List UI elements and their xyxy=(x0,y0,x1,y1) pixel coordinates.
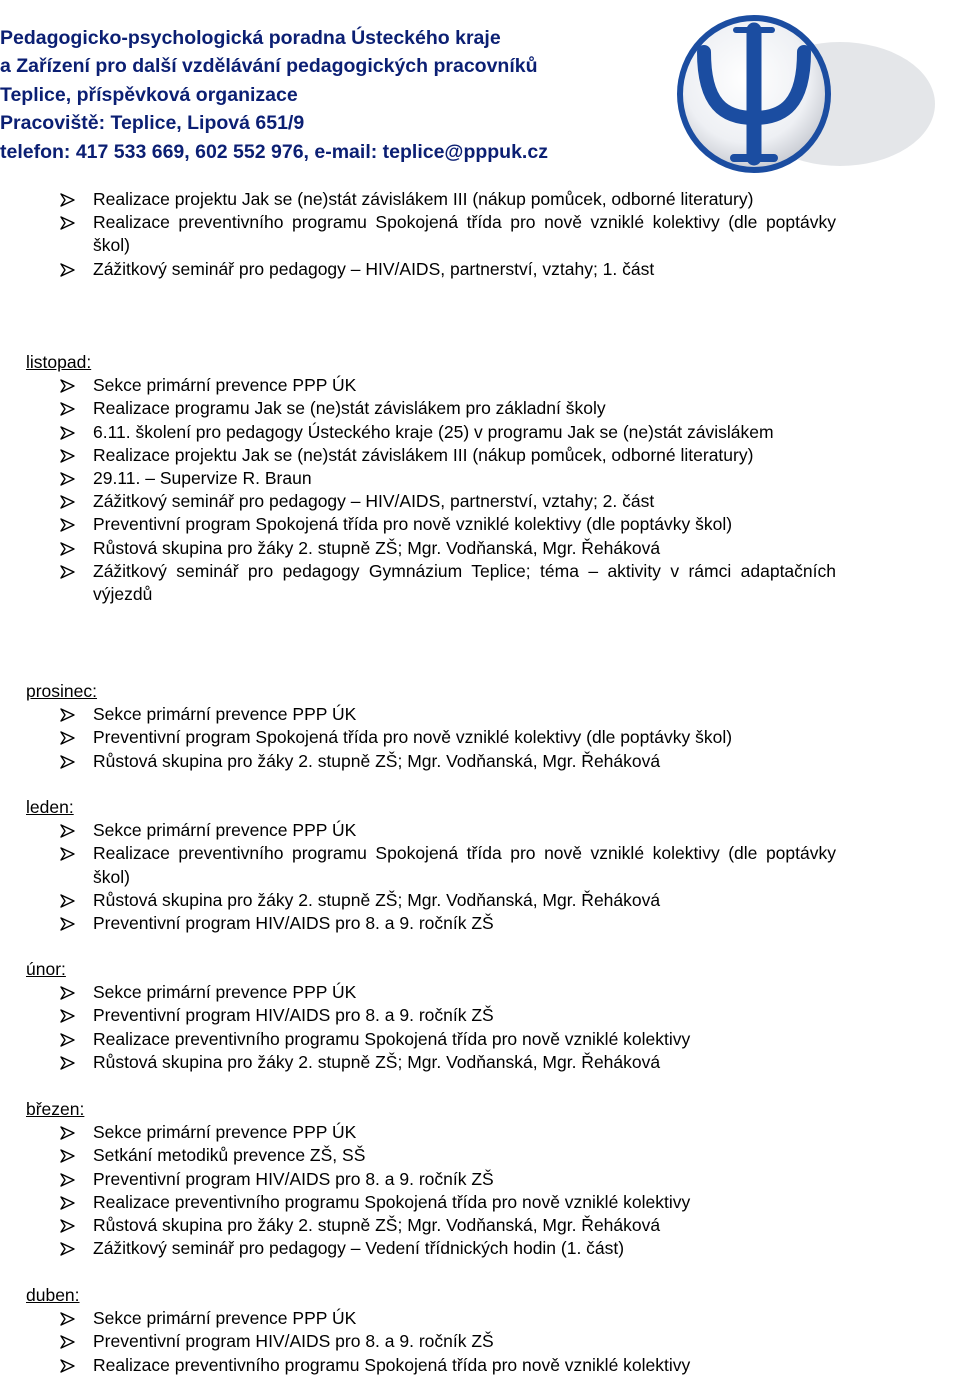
org-name-2: a Zařízení pro další vzdělávání pedagogických pracovníků xyxy=(0,55,538,78)
list-item-text: Zážitkový seminář pro pedagogy – HIV/AIDS, partnerství, vztahy; 1. část xyxy=(93,258,655,279)
arrow-bullet-icon xyxy=(60,917,75,931)
arrow-bullet-icon xyxy=(60,193,75,207)
list-item-text: Sekce primární prevence PPP ÚK xyxy=(93,704,357,725)
psi-logo-icon xyxy=(672,8,942,178)
list-item xyxy=(0,1330,960,1353)
list-item xyxy=(0,1144,960,1167)
month-heading: listopad: xyxy=(26,352,92,372)
list-item xyxy=(0,1051,960,1074)
arrow-bullet-icon xyxy=(60,542,75,556)
list-item-text: Růstová skupina pro žáky 2. stupně ZŠ; Mgr. Vodňanská, Mgr. Řeháková xyxy=(93,1215,661,1236)
list-item-text: Sekce primární prevence PPP ÚK xyxy=(93,1308,357,1329)
list-item xyxy=(0,1307,960,1330)
arrow-bullet-icon xyxy=(60,1056,75,1070)
list-item xyxy=(0,560,960,606)
list-item-text: Realizace preventivního programu Spokojená třída pro nově vzniklé kolektivy (dle poptávky škol) xyxy=(93,843,836,887)
list-item xyxy=(0,1028,960,1051)
arrow-bullet-icon xyxy=(60,986,75,1000)
list-item-text: 29.11. – Supervize R. Braun xyxy=(93,468,312,489)
month-heading: březen: xyxy=(26,1099,85,1119)
arrow-bullet-icon xyxy=(60,449,75,463)
list-item-text: Zážitkový seminář pro pedagogy Gymnázium Teplice; téma – aktivity v rámci adaptačních výjezdů xyxy=(93,560,836,605)
list-item xyxy=(0,1168,960,1191)
month-heading: únor: xyxy=(26,959,66,979)
list-item xyxy=(0,374,960,397)
month-heading: duben: xyxy=(26,1285,80,1305)
arrow-bullet-icon xyxy=(60,426,75,440)
list-item-text: Růstová skupina pro žáky 2. stupně ZŠ; Mgr. Vodňanská, Mgr. Řeháková xyxy=(93,537,661,558)
list-item-text: Realizace preventivního programu Spokojená třída pro nově vzniklé kolektivy (dle poptávky škol) xyxy=(93,212,836,256)
org-contact: telefon: 417 533 669, 602 552 976, e-mail: teplice@pppuk.cz xyxy=(0,140,548,163)
arrow-bullet-icon xyxy=(60,755,75,769)
arrow-bullet-icon xyxy=(60,565,75,579)
list-item xyxy=(0,912,960,935)
list-item-text: Realizace preventivního programu Spokojená třída pro nově vzniklé kolektivy xyxy=(93,1028,691,1049)
list-item-text: Preventivní program HIV/AIDS pro 8. a 9. ročník ZŠ xyxy=(93,1005,494,1026)
arrow-bullet-icon xyxy=(60,824,75,838)
list-item-text: Preventivní program HIV/AIDS pro 8. a 9. ročník ZŠ xyxy=(93,1331,494,1352)
arrow-bullet-icon xyxy=(60,1242,75,1256)
list-item-text: 6.11. školení pro pedagogy Ústeckého kraje (25) v programu Jak se (ne)stát závislákem xyxy=(93,421,774,442)
list-item-text: Realizace preventivního programu Spokojená třída pro nově vzniklé kolektivy xyxy=(93,1191,691,1212)
list-item xyxy=(0,819,960,842)
intro-list xyxy=(0,188,960,281)
list-item-text: Zážitkový seminář pro pedagogy – HIV/AIDS, partnerství, vztahy; 2. část xyxy=(93,491,655,512)
list-item-text: Sekce primární prevence PPP ÚK xyxy=(93,820,357,841)
list-item xyxy=(0,703,960,726)
month-section xyxy=(0,680,960,773)
list-item-text: Preventivní program HIV/AIDS pro 8. a 9. ročník ZŠ xyxy=(93,913,494,934)
list-item-text: Realizace projektu Jak se (ne)stát závislákem III (nákup pomůcek, odborné literatury) xyxy=(93,444,754,465)
arrow-bullet-icon xyxy=(60,1149,75,1163)
list-item xyxy=(0,258,960,281)
list-item-text: Sekce primární prevence PPP ÚK xyxy=(93,375,357,396)
list-item-text: Setkání metodiků prevence ZŠ, SŠ xyxy=(93,1145,366,1166)
arrow-bullet-icon xyxy=(60,1033,75,1047)
list-item-text: Preventivní program Spokojená třída pro nově vzniklé kolektivy (dle poptávky škol) xyxy=(93,727,733,748)
list-item xyxy=(0,444,960,467)
list-item-text: Růstová skupina pro žáky 2. stupně ZŠ; Mgr. Vodňanská, Mgr. Řeháková xyxy=(93,750,661,771)
arrow-bullet-icon xyxy=(60,1173,75,1187)
arrow-bullet-icon xyxy=(60,1196,75,1210)
month-heading: prosinec: xyxy=(26,681,98,701)
arrow-bullet-icon xyxy=(60,731,75,745)
list-item xyxy=(0,211,960,257)
month-section xyxy=(0,958,960,1074)
list-item xyxy=(0,1191,960,1214)
arrow-bullet-icon xyxy=(60,472,75,486)
list-item xyxy=(0,1004,960,1027)
arrow-bullet-icon xyxy=(60,1219,75,1233)
arrow-bullet-icon xyxy=(60,402,75,416)
list-item xyxy=(0,421,960,444)
list-item-text: Preventivní program HIV/AIDS pro 8. a 9. ročník ZŠ xyxy=(93,1168,494,1189)
list-item-text: Preventivní program Spokojená třída pro nově vzniklé kolektivy (dle poptávky škol) xyxy=(93,514,733,535)
arrow-bullet-icon xyxy=(60,1359,75,1373)
month-section xyxy=(0,796,960,935)
arrow-bullet-icon xyxy=(60,847,75,861)
org-address: Pracoviště: Teplice, Lipová 651/9 xyxy=(0,112,305,135)
arrow-bullet-icon xyxy=(60,1009,75,1023)
month-section xyxy=(0,351,960,606)
month-section xyxy=(0,1284,960,1377)
list-item xyxy=(0,1237,960,1260)
list-item xyxy=(0,513,960,536)
arrow-bullet-icon xyxy=(60,263,75,277)
org-name: Pedagogicko-psychologická poradna Ústeckého kraje xyxy=(0,27,501,49)
list-item-text: Růstová skupina pro žáky 2. stupně ZŠ; Mgr. Vodňanská, Mgr. Řeháková xyxy=(93,889,661,910)
list-item-text: Realizace preventivního programu Spokojená třída pro nově vzniklé kolektivy xyxy=(93,1354,691,1375)
list-item xyxy=(0,842,960,888)
arrow-bullet-icon xyxy=(60,1312,75,1326)
month-heading: leden: xyxy=(26,797,74,817)
list-item-text: Sekce primární prevence PPP ÚK xyxy=(93,982,357,1003)
list-item xyxy=(0,537,960,560)
list-item-text: Sekce primární prevence PPP ÚK xyxy=(93,1122,357,1143)
letterhead xyxy=(0,24,700,166)
month-section xyxy=(0,1098,960,1260)
arrow-bullet-icon xyxy=(60,894,75,908)
list-item xyxy=(0,1354,960,1377)
list-item xyxy=(0,490,960,513)
list-item xyxy=(0,981,960,1004)
list-item-text: Růstová skupina pro žáky 2. stupně ZŠ; Mgr. Vodňanská, Mgr. Řeháková xyxy=(93,1051,661,1072)
arrow-bullet-icon xyxy=(60,216,75,230)
arrow-bullet-icon xyxy=(60,1126,75,1140)
list-item xyxy=(0,397,960,420)
list-item xyxy=(0,467,960,490)
list-item xyxy=(0,188,960,211)
arrow-bullet-icon xyxy=(60,518,75,532)
list-item-text: Zážitkový seminář pro pedagogy – Vedení třídnických hodin (1. část) xyxy=(93,1238,625,1259)
list-item xyxy=(0,1214,960,1237)
arrow-bullet-icon xyxy=(60,1335,75,1349)
arrow-bullet-icon xyxy=(60,379,75,393)
list-item xyxy=(0,726,960,749)
list-item-text: Realizace projektu Jak se (ne)stát závislákem III (nákup pomůcek, odborné literatury) xyxy=(93,189,754,209)
org-type: Teplice, příspěvková organizace xyxy=(0,83,298,106)
list-item-text: Realizace programu Jak se (ne)stát závislákem pro základní školy xyxy=(93,398,606,419)
arrow-bullet-icon xyxy=(60,708,75,722)
list-item xyxy=(0,1121,960,1144)
list-item xyxy=(0,889,960,912)
list-item xyxy=(0,750,960,773)
arrow-bullet-icon xyxy=(60,495,75,509)
